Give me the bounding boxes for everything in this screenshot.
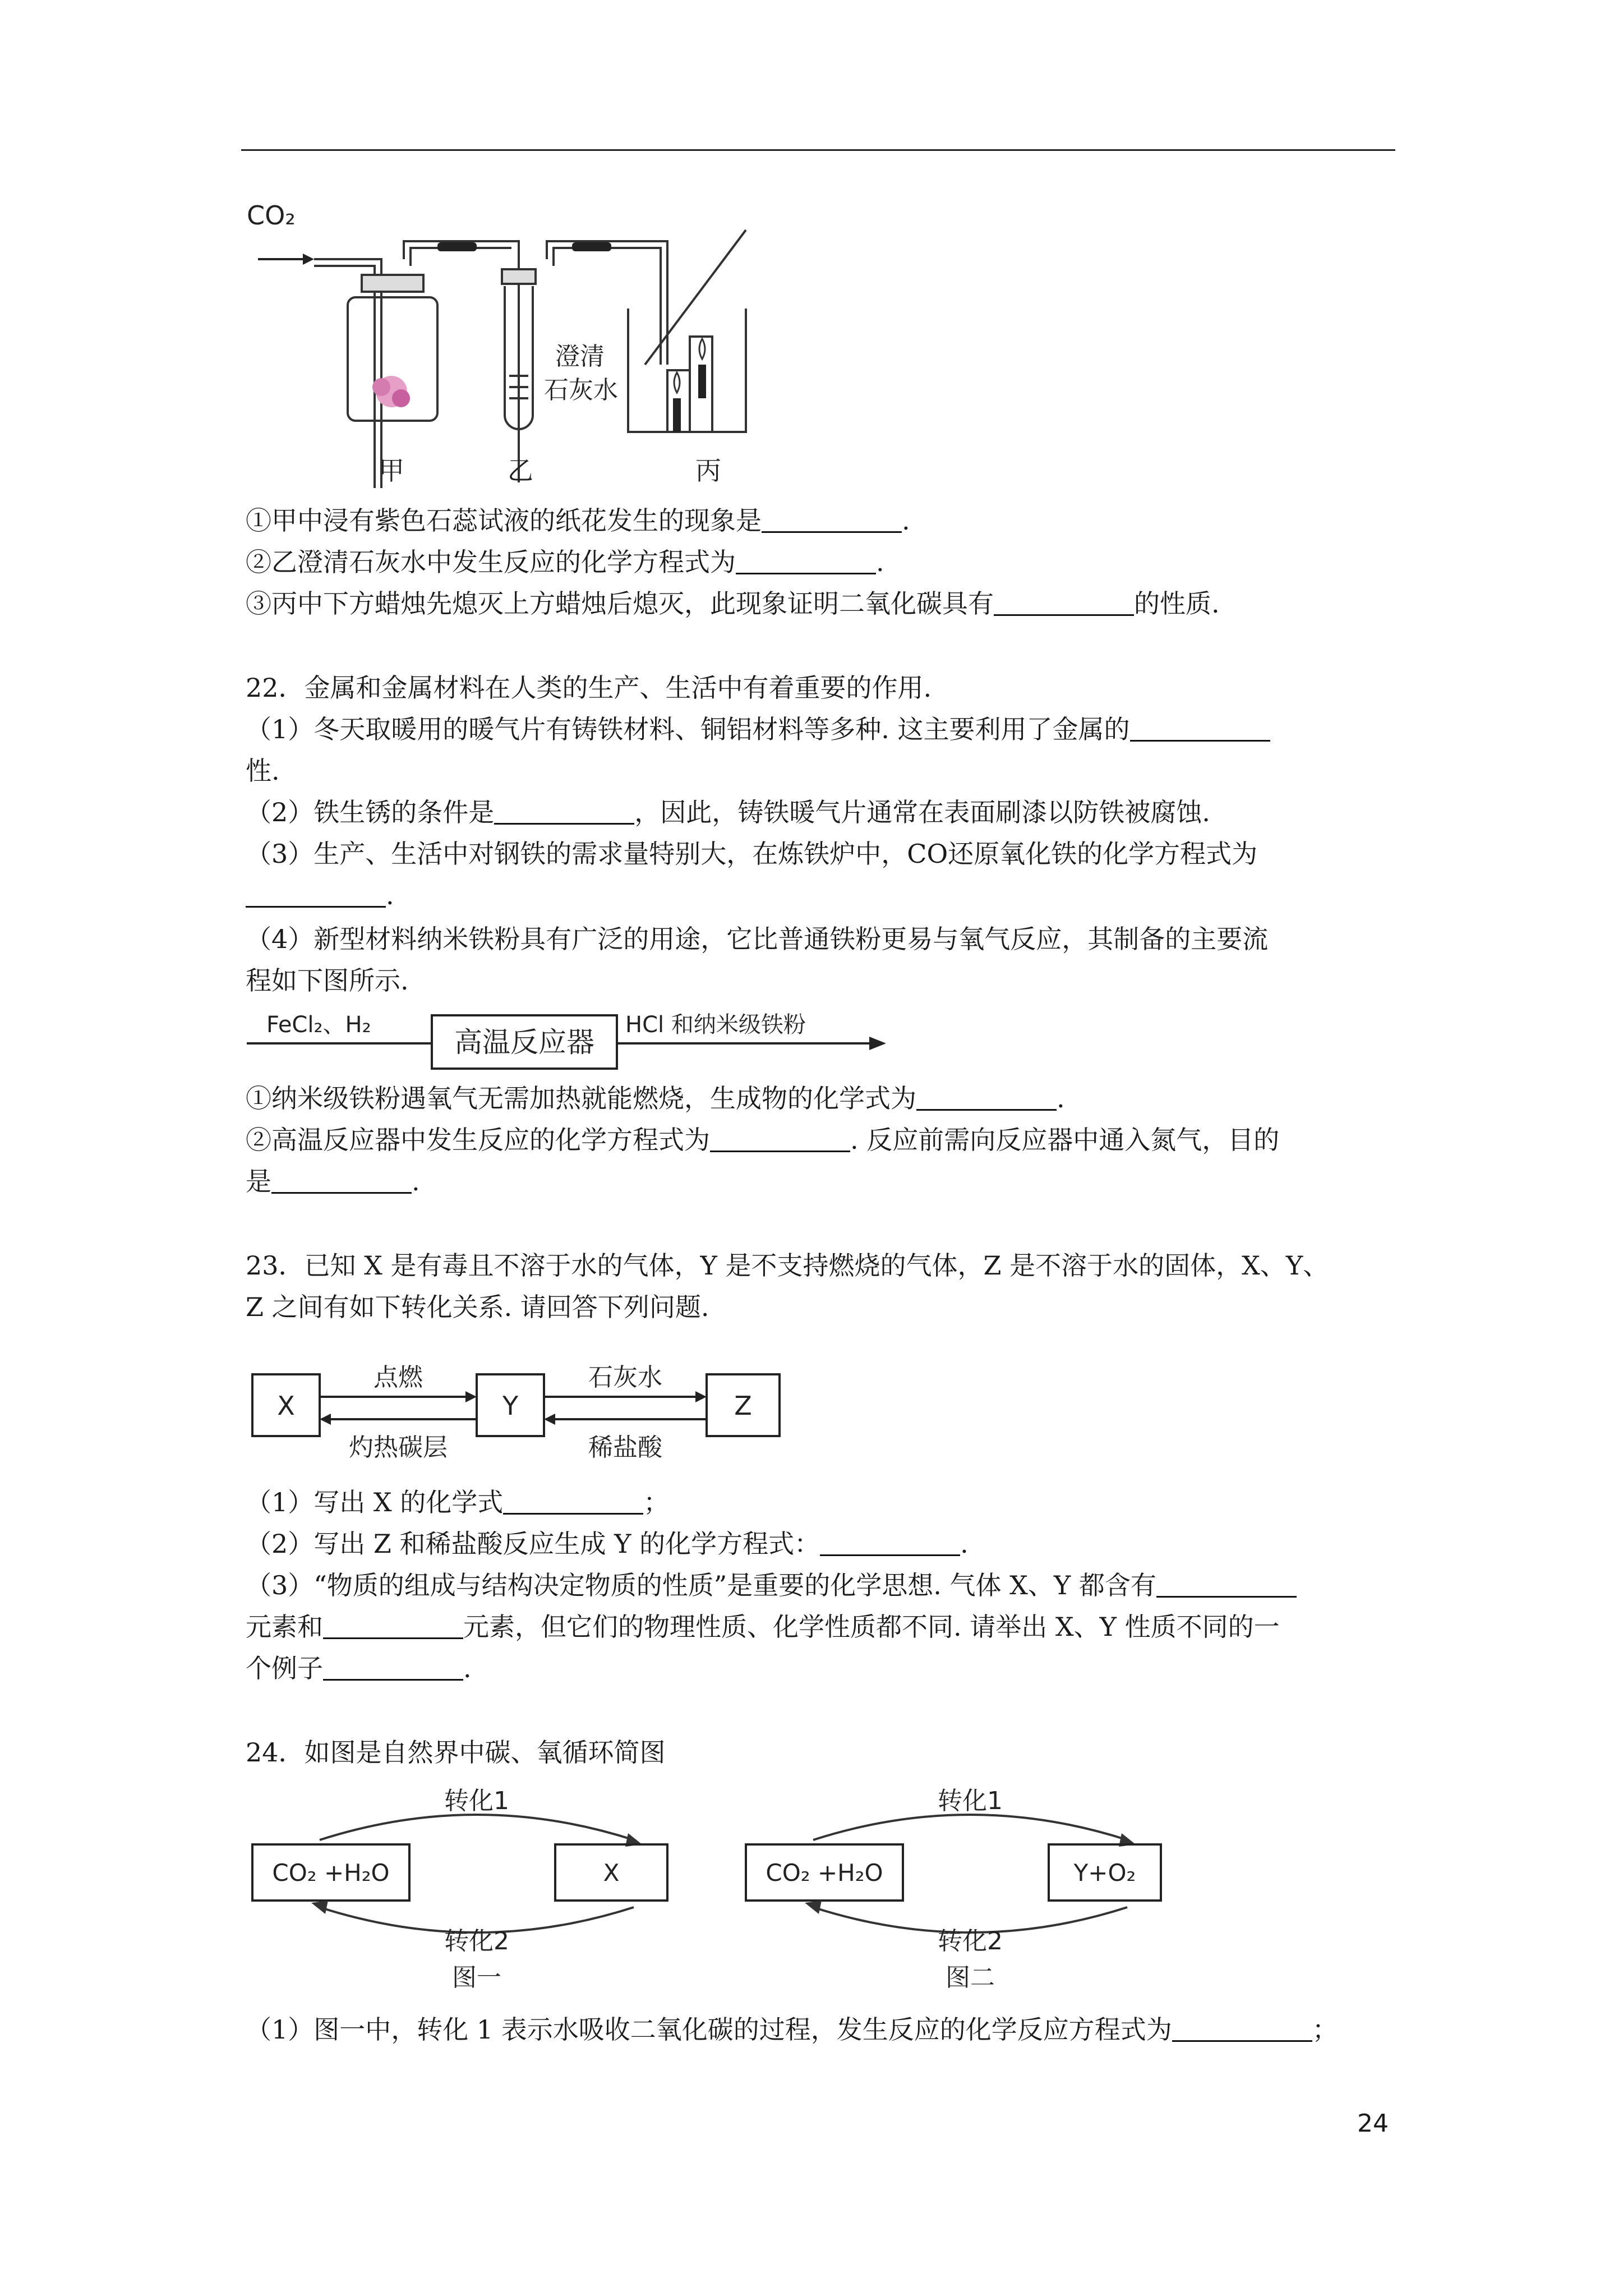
xyz-conversion-diagram bbox=[241, 1335, 802, 1464]
box-z-label: Z bbox=[734, 1391, 752, 1421]
q24-part-1: （1）图一中，转化 1 表示水吸收二氧化碳的过程，发生反应的化学反应方程式为 ； bbox=[246, 2014, 1338, 2045]
arrow-yz-top: 石灰水 bbox=[588, 1363, 662, 1392]
fig1-left-label: CO₂ +H₂O bbox=[272, 1859, 390, 1887]
answer-blank[interactable] bbox=[1172, 2016, 1312, 2042]
q22-statement-2-cont: 是 . bbox=[246, 1166, 420, 1197]
header-rule bbox=[241, 149, 1395, 151]
fig2-right-label: Y+O₂ bbox=[1073, 1859, 1136, 1887]
arrow-right-icon bbox=[869, 1037, 886, 1050]
answer-blank[interactable] bbox=[271, 1167, 412, 1194]
arrow-right-icon bbox=[465, 1391, 477, 1402]
q21-statement-3: ③丙中下方蜡烛先熄灭上方蜡烛后熄灭，此现象证明二氧化碳具有 的性质. bbox=[246, 588, 1220, 619]
co2-apparatus-figure bbox=[241, 196, 780, 494]
beaker-bing bbox=[628, 230, 746, 432]
lime-water-label-1: 澄清 bbox=[555, 342, 605, 371]
arrow-yx-bottom: 灼热碳层 bbox=[349, 1433, 448, 1462]
inflow-arrow-icon bbox=[258, 254, 314, 265]
q22-statement-2: ②高温反应器中发生反应的化学方程式为 . 反应前需向反应器中通入氮气，目的 bbox=[246, 1125, 1280, 1155]
answer-blank[interactable] bbox=[323, 1654, 463, 1681]
q23-stem-cont: Z 之间有如下转化关系. 请回答下列问题. bbox=[246, 1292, 709, 1322]
page-number: 24 bbox=[1357, 2109, 1389, 2138]
q22-stem: 22．金属和金属材料在人类的生产、生活中有着重要的作用. bbox=[246, 673, 932, 703]
box-y-label: Y bbox=[502, 1391, 519, 1421]
flow-output-label: HCl 和纳米级铁粉 bbox=[625, 1012, 806, 1038]
answer-blank[interactable] bbox=[1130, 715, 1270, 742]
arrow-zy-bottom: 稀盐酸 bbox=[588, 1433, 662, 1462]
cycle-figure-1 bbox=[241, 1778, 679, 1997]
q23-part-2: （2）写出 Z 和稀盐酸反应生成 Y 的化学方程式： . bbox=[246, 1529, 969, 1559]
answer-blank[interactable] bbox=[916, 1084, 1057, 1111]
q22-part-1-cont: 性. bbox=[246, 756, 280, 786]
q23-part-3-cont2: 个例子 . bbox=[246, 1653, 472, 1683]
answer-blank[interactable] bbox=[503, 1488, 643, 1515]
flow-diagram bbox=[241, 1004, 914, 1071]
fig1-right-label: X bbox=[603, 1859, 620, 1887]
answer-blank[interactable] bbox=[710, 1126, 850, 1152]
hose-connector bbox=[437, 242, 611, 251]
co2-label: CO₂ bbox=[247, 200, 296, 231]
q23-stem: 23．已知 X 是有毒且不溶于水的气体，Y 是不支持燃烧的气体，Z 是不溶于水的固体，X、Y、 bbox=[246, 1250, 1329, 1281]
arrow-left-icon bbox=[320, 1414, 331, 1425]
fig1-bottom-label: 转化2 bbox=[444, 1927, 509, 1955]
fig2-top-label: 转化1 bbox=[938, 1787, 1003, 1815]
cycle-figure-2 bbox=[735, 1778, 1183, 1997]
fig2-bottom-label: 转化2 bbox=[938, 1927, 1003, 1955]
answer-blank[interactable] bbox=[994, 590, 1134, 616]
q23-part-3-cont: 元素和 元素，但它们的物理性质、化学性质都不同. 请举出 X、Y 性质不同的一 bbox=[246, 1612, 1280, 1642]
q23-part-1: （1）写出 X 的化学式 ； bbox=[246, 1487, 670, 1517]
arrow-icon bbox=[311, 1901, 328, 1914]
q22-part-2: （2）铁生锈的条件是 ，因此，铸铁暖气片通常在表面刷漆以防铁被腐蚀. bbox=[246, 797, 1210, 827]
q22-part-4-cont: 程如下图所示. bbox=[246, 965, 409, 996]
lime-water-label-2: 石灰水 bbox=[544, 376, 618, 404]
q22-part-1: （1）冬天取暖用的暖气片有铸铁材料、铜铝材料等多种. 这主要利用了金属的 bbox=[246, 712, 1270, 746]
answer-blank[interactable] bbox=[323, 1613, 463, 1639]
q21-statement-1: ①甲中浸有紫色石蕊试液的纸花发生的现象是 . bbox=[246, 505, 910, 536]
flow-input-label: FeCl₂、H₂ bbox=[266, 1012, 371, 1038]
answer-blank[interactable] bbox=[762, 507, 902, 533]
label-bing: 丙 bbox=[695, 455, 721, 486]
q24-stem: 24．如图是自然界中碳、氧循环简图 bbox=[246, 1737, 666, 1768]
fig2-left-label: CO₂ +H₂O bbox=[766, 1859, 883, 1887]
fig1-caption: 图一 bbox=[452, 1963, 501, 1992]
label-jia: 甲 bbox=[379, 455, 404, 486]
answer-blank[interactable] bbox=[1156, 1571, 1297, 1598]
fig1-top-label: 转化1 bbox=[444, 1787, 509, 1815]
answer-blank[interactable] bbox=[494, 798, 634, 825]
q22-part-4: （4）新型材料纳米铁粉具有广泛的用途，它比普通铁粉更易与氧气反应，其制备的主要流 bbox=[246, 924, 1269, 954]
arrow-left-icon bbox=[544, 1414, 555, 1425]
arrow-xy-top: 点燃 bbox=[374, 1363, 423, 1392]
q22-part-3: （3）生产、生活中对钢铁的需求量特别大，在炼铁炉中，CO还原氧化铁的化学方程式为 bbox=[246, 839, 1258, 869]
flower-icon bbox=[372, 376, 410, 407]
fig2-caption: 图二 bbox=[946, 1963, 995, 1992]
reactor-label: 高温反应器 bbox=[454, 1026, 594, 1059]
q23-part-3: （3）“物质的组成与结构决定物质的性质”是重要的化学思想. 气体 X、Y 都含有 bbox=[246, 1568, 1297, 1602]
answer-blank[interactable] bbox=[736, 548, 876, 574]
q22-statement-1: ①纳米级铁粉遇氧气无需加热就能燃烧，生成物的化学式为 . bbox=[246, 1083, 1065, 1114]
label-yi: 乙 bbox=[508, 455, 533, 486]
q21-statement-2: ②乙澄清石灰水中发生反应的化学方程式为 . bbox=[246, 547, 884, 577]
arrow-icon bbox=[805, 1901, 822, 1914]
answer-blank[interactable] bbox=[820, 1530, 960, 1556]
answer-blank[interactable] bbox=[246, 881, 386, 908]
q22-part-3-cont: . bbox=[246, 878, 394, 912]
box-x-label: X bbox=[277, 1391, 295, 1421]
arrow-right-icon bbox=[695, 1391, 707, 1402]
